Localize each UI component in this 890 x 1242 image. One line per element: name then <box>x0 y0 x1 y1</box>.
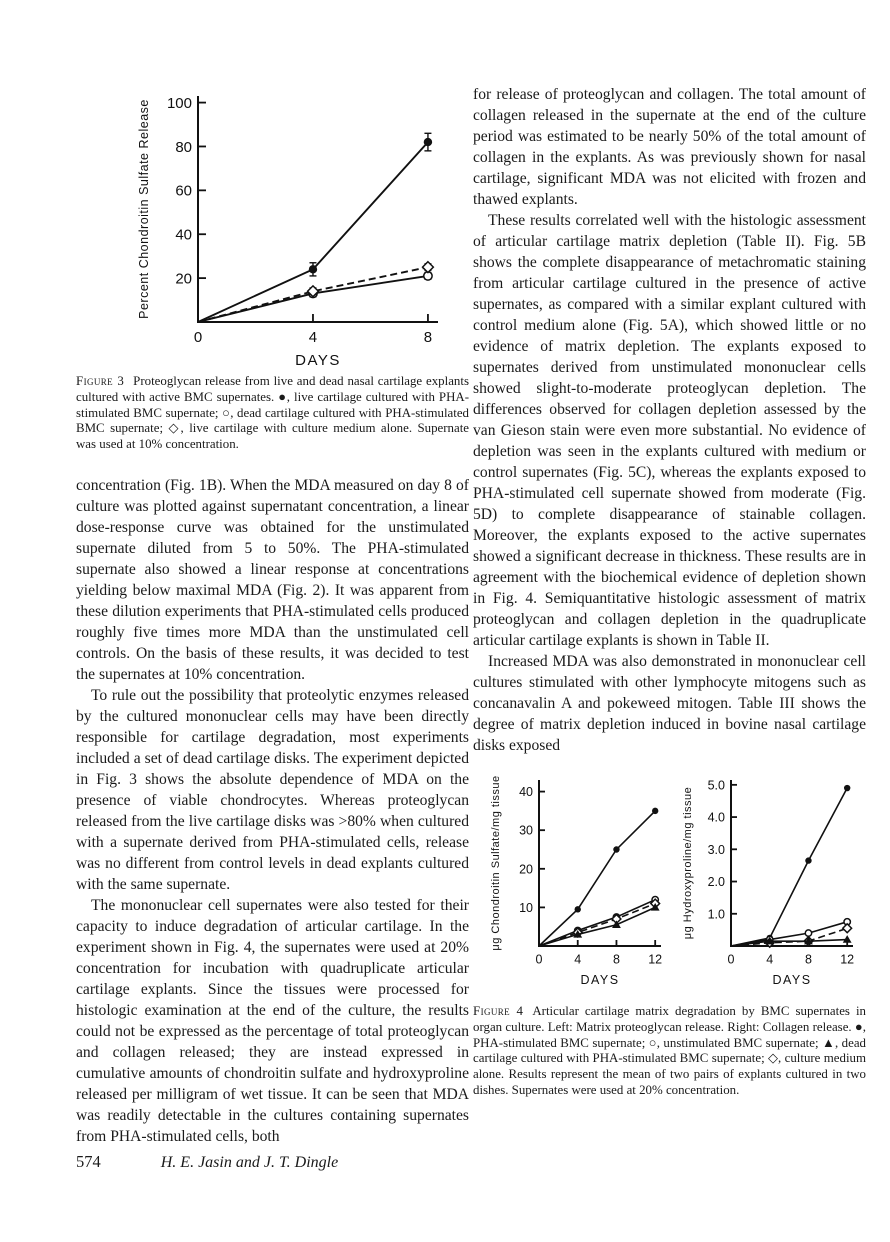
svg-text:Percent Chondroitin Sulfate Re: Percent Chondroitin Sulfate Release <box>137 99 151 319</box>
figure3-caption-label: Figure 3 <box>76 374 125 388</box>
figure3-chart <box>132 84 454 368</box>
svg-text:DAYS: DAYS <box>295 352 341 369</box>
svg-text:0: 0 <box>727 952 735 967</box>
figure4-caption-text: Articular cartilage matrix degradation by BMC supernates in organ culture. Left: Matrix proteoglycan release. Right: Collagen release. ●, PHA-stimulated BMC supernate; ○, unstimulated BMC supernate; ▲, dead cartilage cultured with PHA-stimulated BMC supernate; ◇, culture medium alone. Results represent the mean of two pairs of explants cultured in two dishes. Supernates were used at 20% concentration. <box>473 1004 866 1097</box>
svg-text:20: 20 <box>519 862 533 877</box>
svg-text:40: 40 <box>175 226 192 244</box>
svg-text:0: 0 <box>535 952 543 967</box>
svg-text:2.0: 2.0 <box>707 875 725 890</box>
svg-text:100: 100 <box>166 94 192 112</box>
figure4-caption <box>473 1004 866 1099</box>
figure3 <box>132 84 469 368</box>
right-column <box>473 84 866 1099</box>
body-paragraph: Increased MDA was also demonstrated in mononuclear cell cultures stimulated with other lymphocyte mitogens such as concanavalin A and pokeweed mitogen. Table III shows the degree of matrix depletion induced in bovine nasal cartilage disks exposed <box>473 653 866 754</box>
svg-text:4: 4 <box>308 329 318 346</box>
svg-text:3.0: 3.0 <box>707 842 725 857</box>
figure4-caption-label: Figure 4 <box>473 1004 524 1018</box>
svg-text:4: 4 <box>574 952 582 967</box>
body-paragraph: These results correlated well with the histologic assessment of articular cartilage matrix depletion (Table II). Fig. 5B shows the complete disappearance of metachromatic staining from articular cartilage cultured in the presence of active supernates, as compared with a similar explant cultured with control medium alone (Fig. 5A), which showed little or no evidence of matrix depletion. The explants exposed to supernates derived from unstimulated mononuclear cells showed slight-to-moderate proteoglycan depletion. The differences observed for collagen depletion assessed by the van Gieson stain were even more substantial. No evidence of depletion was seen in the explants cultured with medium or control supernates (Fig. 5C), whereas the explants exposed to PHA-stimulated cell supernate showed from moderate (Fig. 5D) to complete disappearance of stainable collagen. Moreover, the explants exposed to the active supernates showed a significant decrease in thickness. These results are in agreement with the biochemical evidence of depletion shown in Fig. 4. Semiquantitative histologic assessment of matrix proteoglycan and collagen depletion in the quadruplicate articular cartilage explants is shown in Table II. <box>473 212 866 649</box>
page-number: 574 <box>76 1152 101 1171</box>
svg-text:30: 30 <box>519 823 533 838</box>
svg-text:DAYS: DAYS <box>772 973 812 987</box>
body-paragraph: The mononuclear cell supernates were also tested for their capacity to induce degradation of articular cartilage. In the experiment shown in Fig. 4, the supernates were used at 20% concentration for incubation with quadruplicate articular cartilage explants. Since the tissues were processed for histologic examination at the end of the culture, the results could not be expressed as the percentage of total proteoglycan and collagen released; they are instead expressed in cumulative amounts of chondroitin sulfate and hydroxyproline released per milligram of wet tissue. It can be seen that MDA was readily detectable in the cultures containing supernates from PHA-stimulated cells, both <box>76 896 469 1145</box>
svg-text:μg Chondroitin Sulfate/mg tiss: μg Chondroitin Sulfate/mg tissue <box>490 775 502 951</box>
svg-text:μg Hydroxyproline/mg tissue: μg Hydroxyproline/mg tissue <box>682 786 694 940</box>
figure3-caption <box>76 374 469 453</box>
figure3-caption-text: Proteoglycan release from live and dead nasal cartilage explants cultured with active BMC supernates. ●, live cartilage cultured with PHA-stimulated BMC supernate; ○, dead cartilage cultured with PHA-stimulated BMC supernate; ◇, live cartilage with culture medium alone. Supernate was used at 10% concentration. <box>76 374 469 452</box>
svg-text:60: 60 <box>175 182 192 200</box>
right-column-text <box>473 84 866 756</box>
svg-text:20: 20 <box>175 270 192 288</box>
svg-text:4.0: 4.0 <box>707 810 725 825</box>
svg-text:8: 8 <box>612 952 620 967</box>
page-footer <box>76 1152 476 1172</box>
svg-text:DAYS: DAYS <box>580 973 620 987</box>
left-column <box>76 84 469 1147</box>
svg-text:80: 80 <box>175 138 192 156</box>
svg-text:8: 8 <box>804 952 812 967</box>
svg-text:12: 12 <box>648 952 663 967</box>
figure4-left-chart <box>487 768 675 994</box>
svg-text:40: 40 <box>519 785 533 800</box>
body-paragraph: To rule out the possibility that proteolytic enzymes released by the cultured mononuclear cells may have been directly responsible for cartilage degradation, most experiments included a set of dead cartilage disks. The experiment depicted in Fig. 3 shows the absolute dependence of MDA on the presence of viable chondrocytes. Whereas proteoglycan released from the live cartilage disks was >80% when cultured with a supernate derived from PHA-stimulated cells, release was no different from control levels in dead explants cultured with the same supernate. <box>76 686 469 893</box>
left-column-text <box>76 475 469 1147</box>
svg-text:10: 10 <box>519 900 533 915</box>
svg-text:4: 4 <box>766 952 774 967</box>
svg-text:0: 0 <box>193 329 203 346</box>
svg-text:5.0: 5.0 <box>707 778 725 793</box>
figure4 <box>487 768 866 994</box>
body-paragraph: concentration (Fig. 1B). When the MDA measured on day 8 of culture was plotted against supernatant concentration, a linear dose-response curve was obtained for the unstimulated supernate diluted from 5 to 50%. The PHA-stimulated supernate also showed a linear response at concentrations yielding below maximal MDA (Fig. 2). It was apparent from these dilution experiments that PHA-stimulated cells produced roughly five times more MDA than the unstimulated cell controls. On the basis of these results, it was decided to test the supernates at 10% concentration. <box>76 476 469 683</box>
body-paragraph: for release of proteoglycan and collagen. The total amount of collagen released in the supernate at the end of the culture period was estimated to be nearly 50% of the total amount of collagen in the explants. As was previously shown for nasal cartilage, significant MDA was not elicited with frozen and thawed explants. <box>473 86 866 208</box>
running-authors: H. E. Jasin and J. T. Dingle <box>160 1154 339 1171</box>
svg-text:12: 12 <box>840 952 855 967</box>
figure4-right-chart <box>679 768 867 994</box>
svg-text:1.0: 1.0 <box>707 907 725 922</box>
svg-text:8: 8 <box>423 329 433 346</box>
